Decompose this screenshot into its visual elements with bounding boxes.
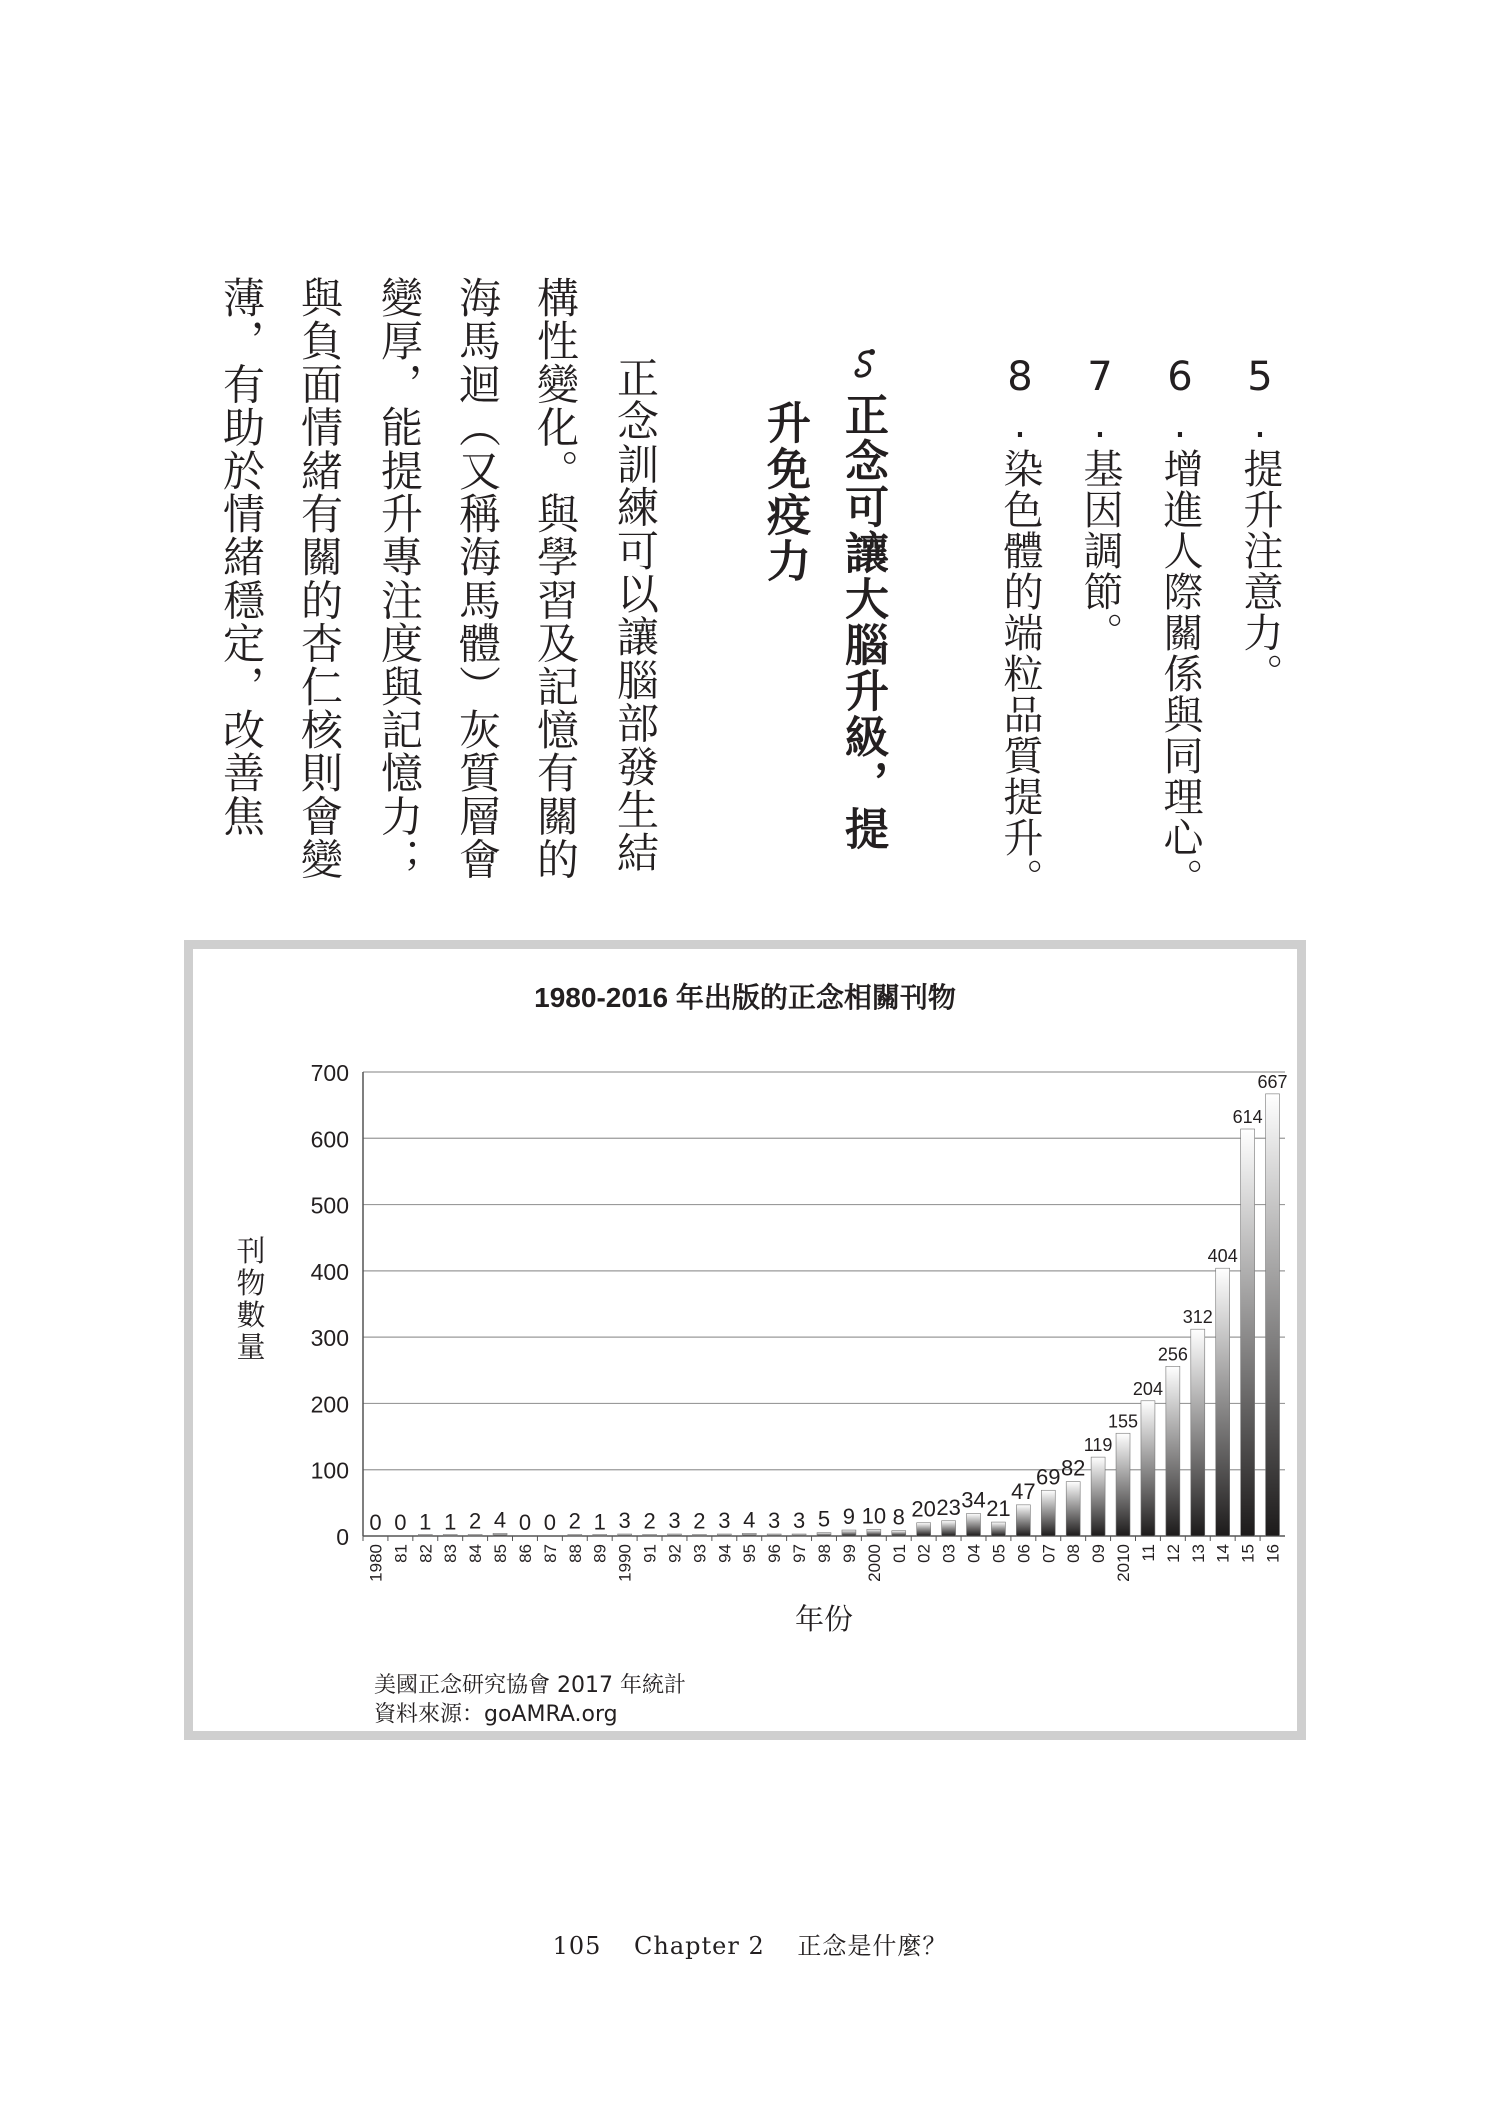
bar [568,1535,582,1537]
bar-value-label: 312 [1182,1307,1213,1328]
y-tick-label: 600 [310,1126,349,1153]
bar-value-label: 0 [543,1510,557,1535]
bar-value-label: 0 [518,1510,532,1535]
bar-value-label: 3 [792,1508,806,1534]
bar-value-label: 21 [986,1496,1011,1522]
chapter-title: 正念是什麼？ [797,1932,948,1960]
x-tick-label: 08 [1064,1544,1084,1563]
chart-title: 1980-2016 年出版的正念相關刊物 [534,982,956,1013]
x-tick-label: 2000 [864,1544,884,1582]
bar [1241,1129,1255,1536]
x-tick-label: 94 [715,1544,735,1563]
bar [792,1534,806,1536]
x-tick-label: 06 [1014,1544,1034,1563]
bar-value-label: 404 [1207,1246,1238,1267]
bar-value-label: 5 [817,1506,831,1532]
bar [692,1535,706,1537]
bar [767,1534,781,1536]
x-tick-label: 88 [565,1544,585,1563]
bar [418,1535,432,1537]
bar-value-label: 82 [1060,1455,1086,1481]
bar-value-label: 9 [842,1504,856,1530]
x-tick-label: 15 [1238,1544,1258,1563]
page-number: 105 [552,1932,602,1960]
x-tick-label: 95 [740,1544,760,1563]
body-line-1: 正念訓練可以讓腦部發生結 [611,356,660,875]
bar-value-label: 34 [961,1487,986,1513]
x-tick-label: 14 [1213,1544,1233,1563]
bar-value-label: 23 [936,1494,961,1520]
x-tick-label: 83 [441,1544,461,1563]
bar-value-label: 47 [1011,1478,1036,1504]
x-tick-label: 04 [964,1544,984,1563]
bar-value-label: 20 [911,1496,936,1522]
y-tick-label: 0 [336,1524,349,1550]
bar-value-label: 204 [1132,1378,1163,1399]
bar [917,1523,931,1536]
bar-value-label: 2 [643,1508,656,1534]
x-tick-label: 98 [815,1544,834,1563]
list-item-6: 6.增進人際關係與同理心。 [1157,354,1203,899]
chart-frame [184,940,1306,1740]
bar [1141,1401,1155,1536]
x-tick-label: 92 [665,1544,685,1563]
body-line-6: 薄，有助於情緒穩定，改善焦 [217,276,266,838]
bar [593,1535,607,1537]
bar-value-label: 2 [568,1508,581,1534]
bar [1041,1490,1055,1536]
bar-value-label: 1 [444,1509,457,1535]
x-tick-label: 87 [540,1544,560,1563]
bar-value-label: 3 [618,1508,631,1534]
chart-credit-source-line-1: 美國正念研究協會 2017 年統計 [374,1673,686,1698]
list-item-5: 5.提升注意力。 [1237,354,1283,694]
bar [892,1531,906,1536]
bar [618,1534,632,1536]
section-ornament-icon [850,348,882,384]
list-item-7: 7.基因調節。 [1077,354,1123,653]
bar [468,1535,482,1537]
x-tick-label: 84 [466,1544,486,1563]
page-footer [0,1926,1500,1961]
x-tick-label: 81 [391,1544,411,1563]
x-tick-label: 11 [1138,1544,1158,1562]
bar-value-label: 256 [1157,1344,1188,1365]
bar-value-label: 4 [493,1507,507,1533]
bar-value-label: 667 [1257,1071,1288,1092]
bar-value-label: 69 [1036,1464,1061,1490]
bar-value-label: 2 [693,1508,706,1534]
y-tick-label: 400 [310,1258,349,1285]
y-axis-label: 刊物數量 [236,1236,266,1364]
x-tick-label: 1990 [615,1544,635,1582]
publications-bar-chart [193,949,1297,1731]
bar-value-label: 614 [1232,1107,1263,1128]
x-tick-label: 03 [939,1544,959,1563]
bar-value-label: 4 [743,1507,756,1533]
bar [867,1529,881,1536]
x-tick-label: 12 [1163,1544,1183,1563]
bar [1016,1505,1030,1536]
x-axis-label: 年份 [794,1604,854,1636]
section-heading-line-1: 正念可讓大腦升級，提 [837,392,888,852]
bar [1166,1366,1180,1536]
bar-value-label: 2 [469,1508,482,1534]
x-tick-label: 99 [839,1544,859,1563]
x-tick-label: 1980 [366,1544,386,1582]
bar [643,1535,657,1537]
bar [717,1534,731,1536]
bar [1191,1329,1205,1536]
x-tick-label: 02 [914,1544,934,1563]
x-tick-label: 82 [416,1544,436,1563]
bar-value-label: 10 [861,1503,887,1529]
x-tick-label: 96 [765,1544,785,1563]
bar [1116,1433,1130,1536]
chapter-label: Chapter 2 [634,1932,765,1960]
bar-value-label: 3 [768,1508,781,1534]
chart-credit-source-line-2: 資料來源：goAMRA.org [374,1702,618,1727]
x-tick-label: 91 [640,1544,660,1563]
bar-value-label: 0 [394,1510,407,1535]
bar-value-label: 8 [892,1504,905,1530]
y-tick-label: 300 [310,1325,349,1352]
x-tick-label: 97 [790,1544,810,1563]
x-tick-label: 93 [690,1544,710,1563]
bar [991,1522,1005,1536]
bar-value-label: 3 [718,1508,731,1534]
y-tick-label: 700 [310,1060,349,1086]
list-item-8: 8.染色體的端粒品質提升。 [997,354,1043,899]
x-tick-label: 16 [1263,1544,1283,1563]
bar [443,1535,457,1537]
y-tick-label: 100 [310,1457,349,1484]
x-tick-label: 01 [889,1544,909,1563]
x-tick-label: 86 [515,1544,535,1563]
body-line-3: 海馬迴（又稱海馬體）灰質層會 [453,276,502,881]
y-tick-label: 200 [310,1391,349,1418]
bar [1216,1268,1230,1536]
bar [817,1533,831,1536]
x-tick-label: 2010 [1114,1544,1134,1582]
bar-value-label: 119 [1083,1435,1113,1456]
bar-value-label: 3 [668,1508,681,1534]
x-tick-label: 89 [590,1544,610,1563]
body-line-4: 變厚，能提升專注度與記憶力； [375,276,424,881]
x-tick-label: 05 [989,1544,1009,1563]
bar-value-label: 1 [593,1509,606,1535]
bar [1066,1482,1080,1536]
bar [1091,1457,1105,1536]
x-tick-label: 13 [1188,1544,1208,1563]
section-heading-line-2: 升免疫力 [759,400,810,584]
bar-value-label: 0 [369,1510,382,1535]
bar [493,1533,507,1536]
body-line-2: 構性變化。與學習及記憶有關的 [531,276,580,881]
bar [742,1533,756,1536]
x-tick-label: 09 [1089,1544,1109,1563]
body-line-5: 與負面情緒有關的杏仁核則會變 [295,276,344,881]
bar [668,1534,682,1536]
bar [967,1513,981,1536]
x-tick-label: 85 [491,1544,511,1563]
bar [942,1521,956,1536]
y-tick-label: 500 [310,1192,349,1219]
bar [1266,1094,1280,1536]
bar-value-label: 1 [419,1509,432,1535]
bar-value-label: 155 [1108,1411,1139,1432]
x-tick-label: 07 [1039,1544,1059,1563]
bar [842,1530,856,1536]
